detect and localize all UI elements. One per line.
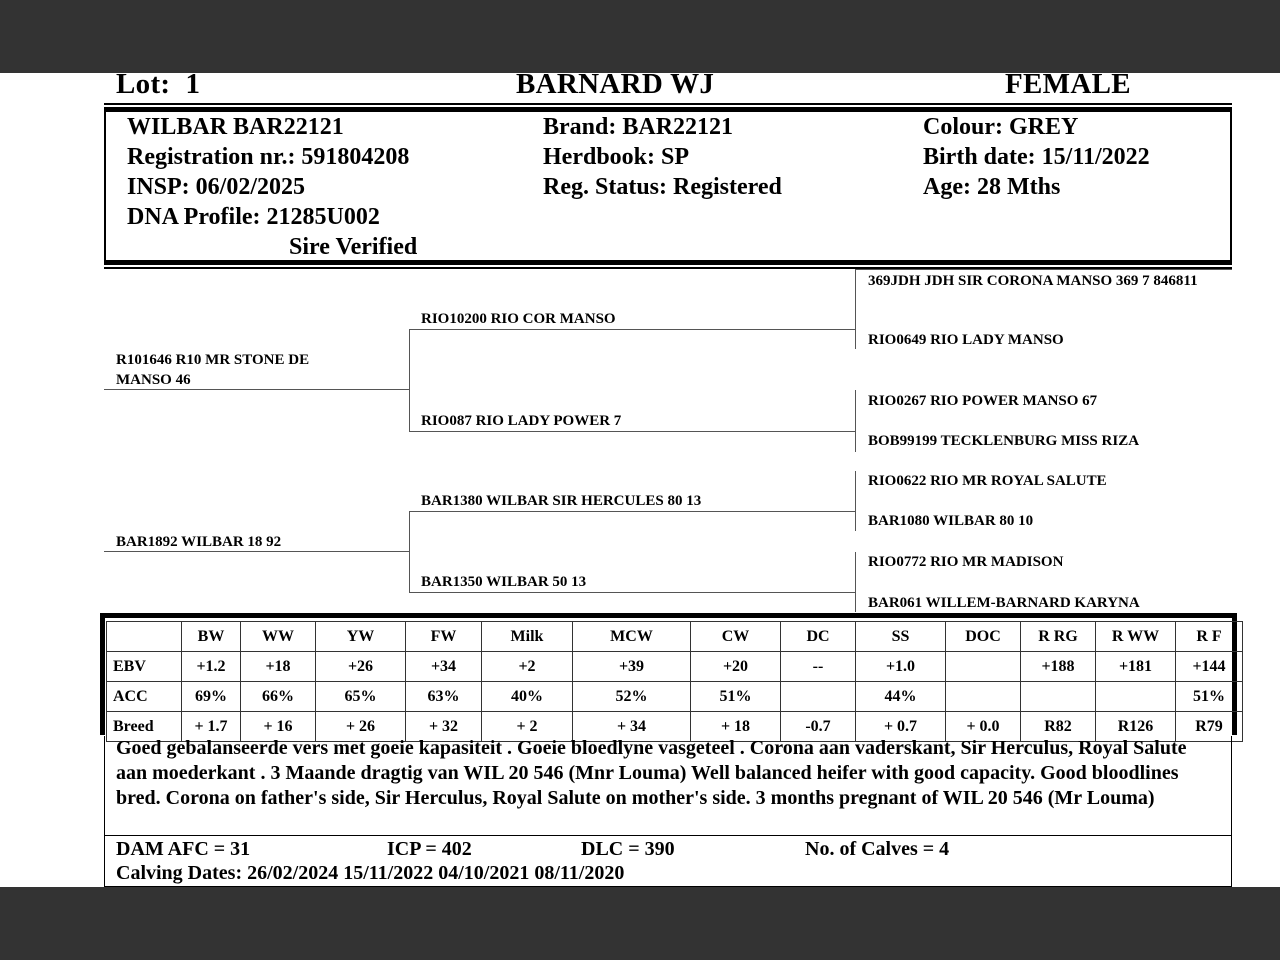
breed-cell: + 34 bbox=[573, 712, 691, 742]
line-sire-sire bbox=[409, 329, 855, 330]
lot-label-text: Lot: bbox=[116, 68, 171, 100]
line-dam-sire bbox=[409, 511, 855, 512]
pedigree-sss-text: 369JDH JDH SIR CORONA MANSO 369 7 846811 bbox=[868, 273, 1198, 289]
acc-cell: 69% bbox=[182, 682, 241, 712]
pedigree-dam-dam: BAR1350 WILBAR 50 13 bbox=[421, 574, 587, 590]
col-rrg: R RG bbox=[1021, 622, 1096, 652]
pedigree-dam: BAR1892 WILBAR 18 92 bbox=[116, 534, 282, 550]
ebv-cell: -- bbox=[781, 652, 856, 682]
calving-dates: Calving Dates: 26/02/2024 15/11/2022 04/10/2021 08/11/2020 bbox=[116, 862, 625, 884]
col-ss: SS bbox=[856, 622, 946, 652]
bracket-sd bbox=[855, 390, 856, 452]
acc-cell: 65% bbox=[316, 682, 406, 712]
sex-label: FEMALE bbox=[1005, 68, 1131, 100]
ebv-cell: +39 bbox=[573, 652, 691, 682]
bracket-ss bbox=[855, 269, 856, 349]
breed-cell: + 2 bbox=[482, 712, 573, 742]
info-right-border bbox=[1230, 109, 1232, 263]
line-sss bbox=[855, 269, 1232, 270]
breed-cell: + 0.7 bbox=[856, 712, 946, 742]
breed-cell: + 32 bbox=[406, 712, 482, 742]
col-cw: CW bbox=[691, 622, 781, 652]
bracket-d bbox=[409, 511, 410, 593]
icp: ICP = 402 bbox=[387, 838, 472, 860]
ebv-frame-left bbox=[100, 613, 105, 735]
animal-info-middle bbox=[543, 112, 782, 202]
remarks-text: Goed gebalanseerde vers met goeie kapasiteit . Goeie bloedlyne vasgeteel . Corona aan vaderskant, Sir Herculus, Royal Salute aan moederkant . 3 Maande dragtig van WIL 20 546 (Mnr Louma) Well balanced heifer with good capacity. Good bloodlines bred. Corona on father's side, Sir Herculus, Royal Salute on mother's side. 3 months pregnant of WIL 20 546 (Mr Louma) bbox=[116, 737, 1187, 809]
pedigree-sds: RIO0267 RIO POWER MANSO 67 bbox=[868, 393, 1098, 409]
pedigree-sire-dam: RIO087 RIO LADY POWER 7 bbox=[421, 413, 622, 429]
remarks-box bbox=[104, 736, 1232, 836]
brand: Brand: BAR22121 bbox=[543, 114, 734, 140]
acc-cell: 52% bbox=[573, 682, 691, 712]
acc-cell: 66% bbox=[241, 682, 316, 712]
acc-cell: 51% bbox=[1176, 682, 1243, 712]
ebv-header-row bbox=[107, 622, 1243, 652]
pedigree-dam-sire: BAR1380 WILBAR SIR HERCULES 80 13 bbox=[421, 493, 702, 509]
breed-cell: + 16 bbox=[241, 712, 316, 742]
animal-name: WILBAR BAR22121 bbox=[127, 114, 344, 140]
col-bw: BW bbox=[182, 622, 241, 652]
pedigree-dss: RIO0622 RIO MR ROYAL SALUTE bbox=[868, 473, 1107, 489]
herdbook: Herdbook: SP bbox=[543, 144, 690, 170]
breeder-name: BARNARD WJ bbox=[516, 68, 715, 100]
breed-cell: + 26 bbox=[316, 712, 406, 742]
line-dam-dam bbox=[409, 592, 855, 593]
pedigree-ddd: BAR061 WILLEM-BARNARD KARYNA bbox=[868, 595, 1140, 611]
info-left-border bbox=[104, 109, 106, 263]
animal-info-right bbox=[923, 112, 1150, 202]
pedigree-dds: RIO0772 RIO MR MADISON bbox=[868, 554, 1064, 570]
acc-cell bbox=[1021, 682, 1096, 712]
header-rule-thin bbox=[104, 103, 1232, 105]
animal-info-left bbox=[127, 112, 417, 262]
col-fw: FW bbox=[406, 622, 482, 652]
bracket-ds bbox=[855, 471, 856, 531]
dlc: DLC = 390 bbox=[581, 838, 675, 860]
pedigree-sss bbox=[868, 271, 1213, 291]
col-yw: YW bbox=[316, 622, 406, 652]
acc-cell: 40% bbox=[482, 682, 573, 712]
line-sire bbox=[104, 389, 409, 390]
bracket-dd bbox=[855, 552, 856, 612]
breed-cell: + 0.0 bbox=[946, 712, 1021, 742]
ebv-row bbox=[107, 652, 1243, 682]
acc-cell bbox=[1096, 682, 1176, 712]
acc-cell bbox=[781, 682, 856, 712]
dam-stats-box bbox=[104, 835, 1232, 887]
col-mcw: MCW bbox=[573, 622, 691, 652]
ebv-cell: +1.2 bbox=[182, 652, 241, 682]
insp-date: INSP: 06/02/2025 bbox=[127, 174, 306, 200]
ebv-cell: +1.0 bbox=[856, 652, 946, 682]
breed-cell: R82 bbox=[1021, 712, 1096, 742]
breed-cell: + 18 bbox=[691, 712, 781, 742]
lot-sheet bbox=[0, 68, 1280, 887]
ebv-cell: +144 bbox=[1176, 652, 1243, 682]
dam-afc: DAM AFC = 31 bbox=[116, 838, 251, 860]
ebv-table bbox=[106, 621, 1243, 742]
col-milk: Milk bbox=[482, 622, 573, 652]
pedigree-sdd: BOB99199 TECKLENBURG MISS RIZA bbox=[868, 433, 1140, 449]
birth-date: Birth date: 15/11/2022 bbox=[923, 144, 1150, 170]
col-rf: R F bbox=[1176, 622, 1243, 652]
pedigree-sire: R101646 R10 MR STONE DE MANSO 46 bbox=[116, 352, 310, 388]
acc-cell: 63% bbox=[406, 682, 482, 712]
pedigree-dsd: BAR1080 WILBAR 80 10 bbox=[868, 513, 1034, 529]
col-dc: DC bbox=[781, 622, 856, 652]
age: Age: 28 Mths bbox=[923, 174, 1061, 200]
line-dam bbox=[104, 551, 409, 552]
dna-profile: DNA Profile: 21285U002 bbox=[127, 204, 380, 230]
ebv-cell: +26 bbox=[316, 652, 406, 682]
breed-cell: R79 bbox=[1176, 712, 1243, 742]
pedigree-rule-thick bbox=[104, 260, 1232, 265]
ebv-cell: +34 bbox=[406, 652, 482, 682]
acc-row bbox=[107, 682, 1243, 712]
ebv-frame-top bbox=[100, 613, 1237, 618]
row-label: EBV bbox=[107, 652, 182, 682]
ebv-cell: +188 bbox=[1021, 652, 1096, 682]
registration-number: Registration nr.: 591804208 bbox=[127, 144, 410, 170]
breed-cell: R126 bbox=[1096, 712, 1176, 742]
col-doc: DOC bbox=[946, 622, 1021, 652]
col-rww: R WW bbox=[1096, 622, 1176, 652]
sire-verified: Sire Verified bbox=[289, 234, 418, 260]
bracket-s bbox=[409, 329, 410, 431]
lot-number: 1 bbox=[185, 68, 201, 100]
number-of-calves: No. of Calves = 4 bbox=[805, 838, 950, 860]
reg-status: Reg. Status: Registered bbox=[543, 174, 782, 200]
line-sire-dam bbox=[409, 431, 855, 432]
pedigree-sire-sire: RIO10200 RIO COR MANSO bbox=[421, 311, 616, 327]
colour: Colour: GREY bbox=[923, 114, 1079, 140]
row-label: Breed bbox=[107, 712, 182, 742]
breed-cell: + 1.7 bbox=[182, 712, 241, 742]
ebv-corner-cell bbox=[107, 622, 182, 652]
acc-cell bbox=[946, 682, 1021, 712]
ebv-cell: +18 bbox=[241, 652, 316, 682]
ebv-cell: +2 bbox=[482, 652, 573, 682]
ebv-cell: +181 bbox=[1096, 652, 1176, 682]
pedigree-ssd: RIO0649 RIO LADY MANSO bbox=[868, 332, 1064, 348]
acc-cell: 51% bbox=[691, 682, 781, 712]
acc-cell: 44% bbox=[856, 682, 946, 712]
breed-cell: -0.7 bbox=[781, 712, 856, 742]
ebv-cell bbox=[946, 652, 1021, 682]
row-label: ACC bbox=[107, 682, 182, 712]
lot-label bbox=[116, 68, 200, 101]
ebv-cell: +20 bbox=[691, 652, 781, 682]
col-ww: WW bbox=[241, 622, 316, 652]
